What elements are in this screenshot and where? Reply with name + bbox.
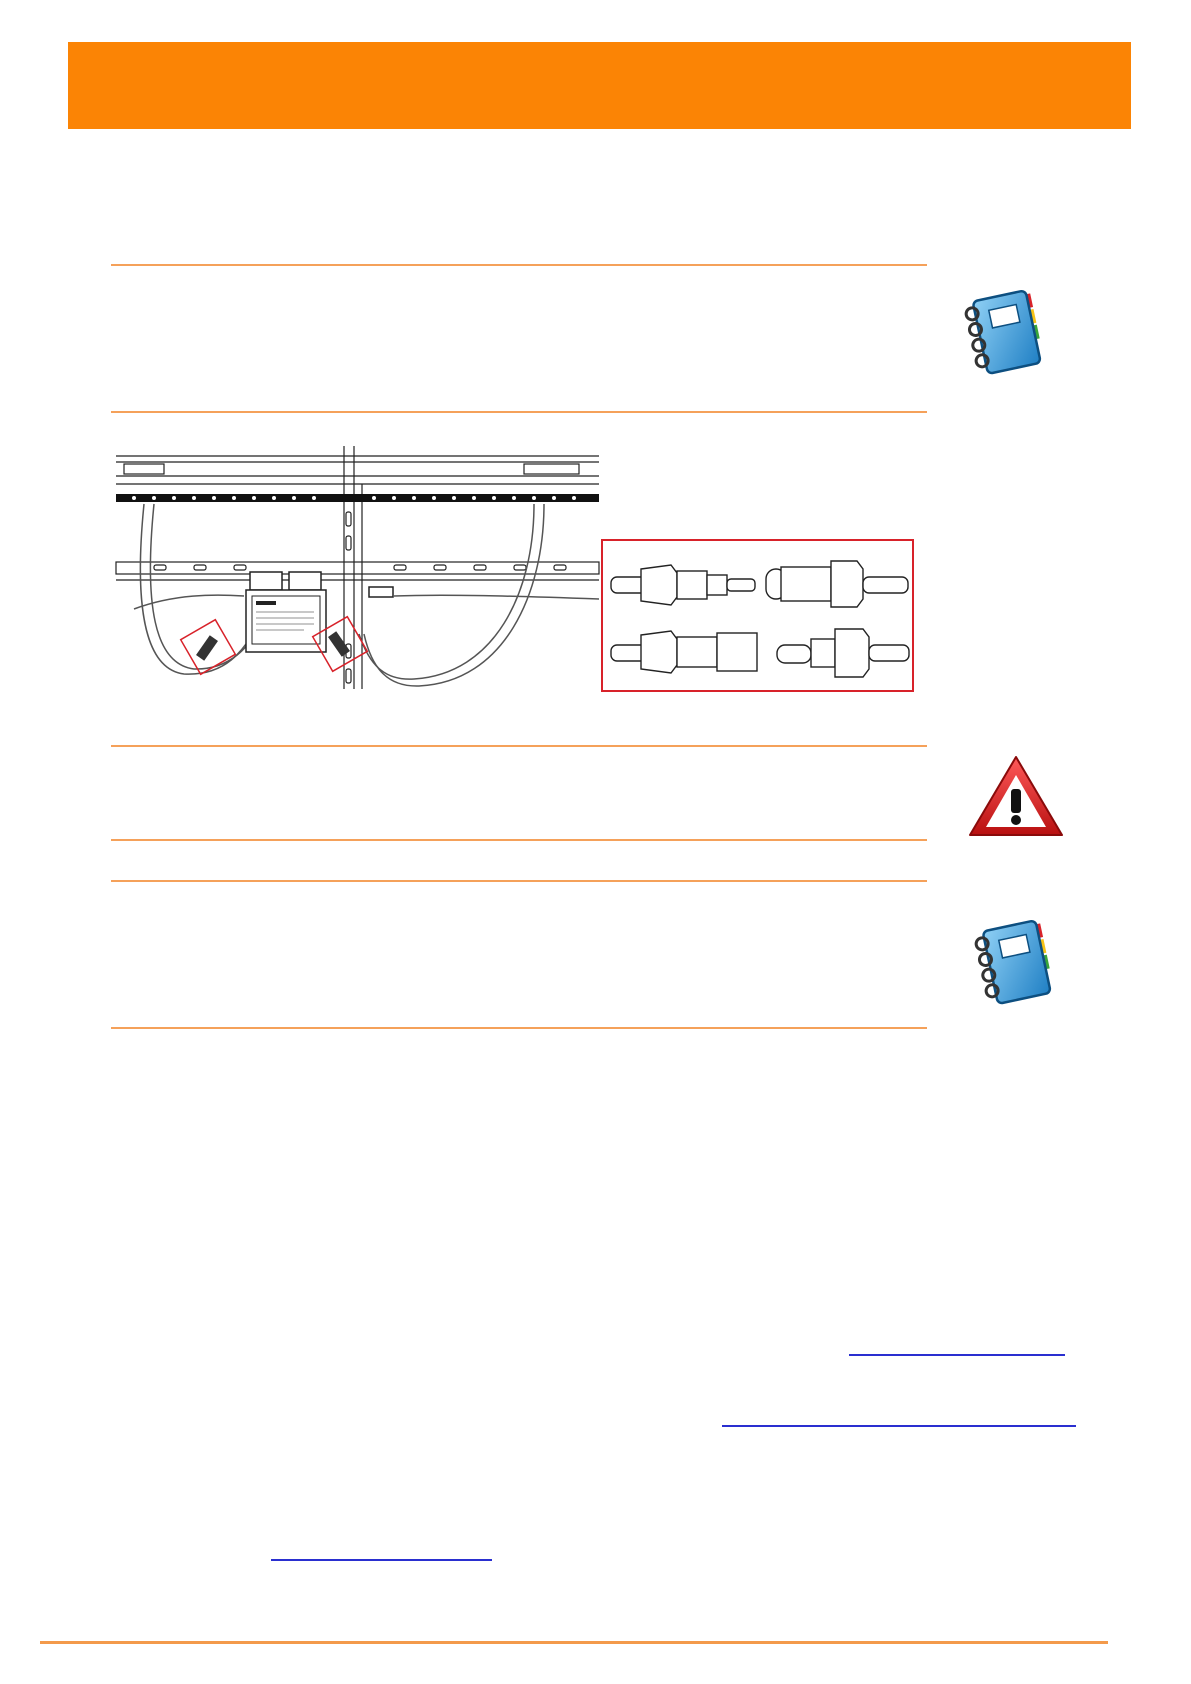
notebook-icon <box>972 918 1072 1008</box>
notebook-icon <box>962 288 1062 378</box>
note-box-bottom-rule <box>111 411 927 413</box>
installation-figure <box>114 444 604 694</box>
black-rail <box>116 494 599 502</box>
hyperlink-underline-3[interactable] <box>271 1559 492 1561</box>
footer-rule <box>40 1641 1108 1644</box>
hyperlink-underline-1[interactable] <box>849 1354 1065 1356</box>
note-box-top-rule <box>111 264 927 266</box>
microinverter <box>246 572 393 652</box>
warning-box-bottom-rule <box>111 839 927 841</box>
note-box-2-top-rule <box>111 880 927 882</box>
warning-triangle-icon <box>966 753 1066 841</box>
hyperlink-underline-2[interactable] <box>722 1425 1076 1427</box>
warning-box-top-rule <box>111 745 927 747</box>
header-bar <box>68 42 1131 129</box>
connector-detail-inset <box>601 539 914 692</box>
dc-connector-highlight-left <box>181 620 236 675</box>
note-box-2-bottom-rule <box>111 1027 927 1029</box>
